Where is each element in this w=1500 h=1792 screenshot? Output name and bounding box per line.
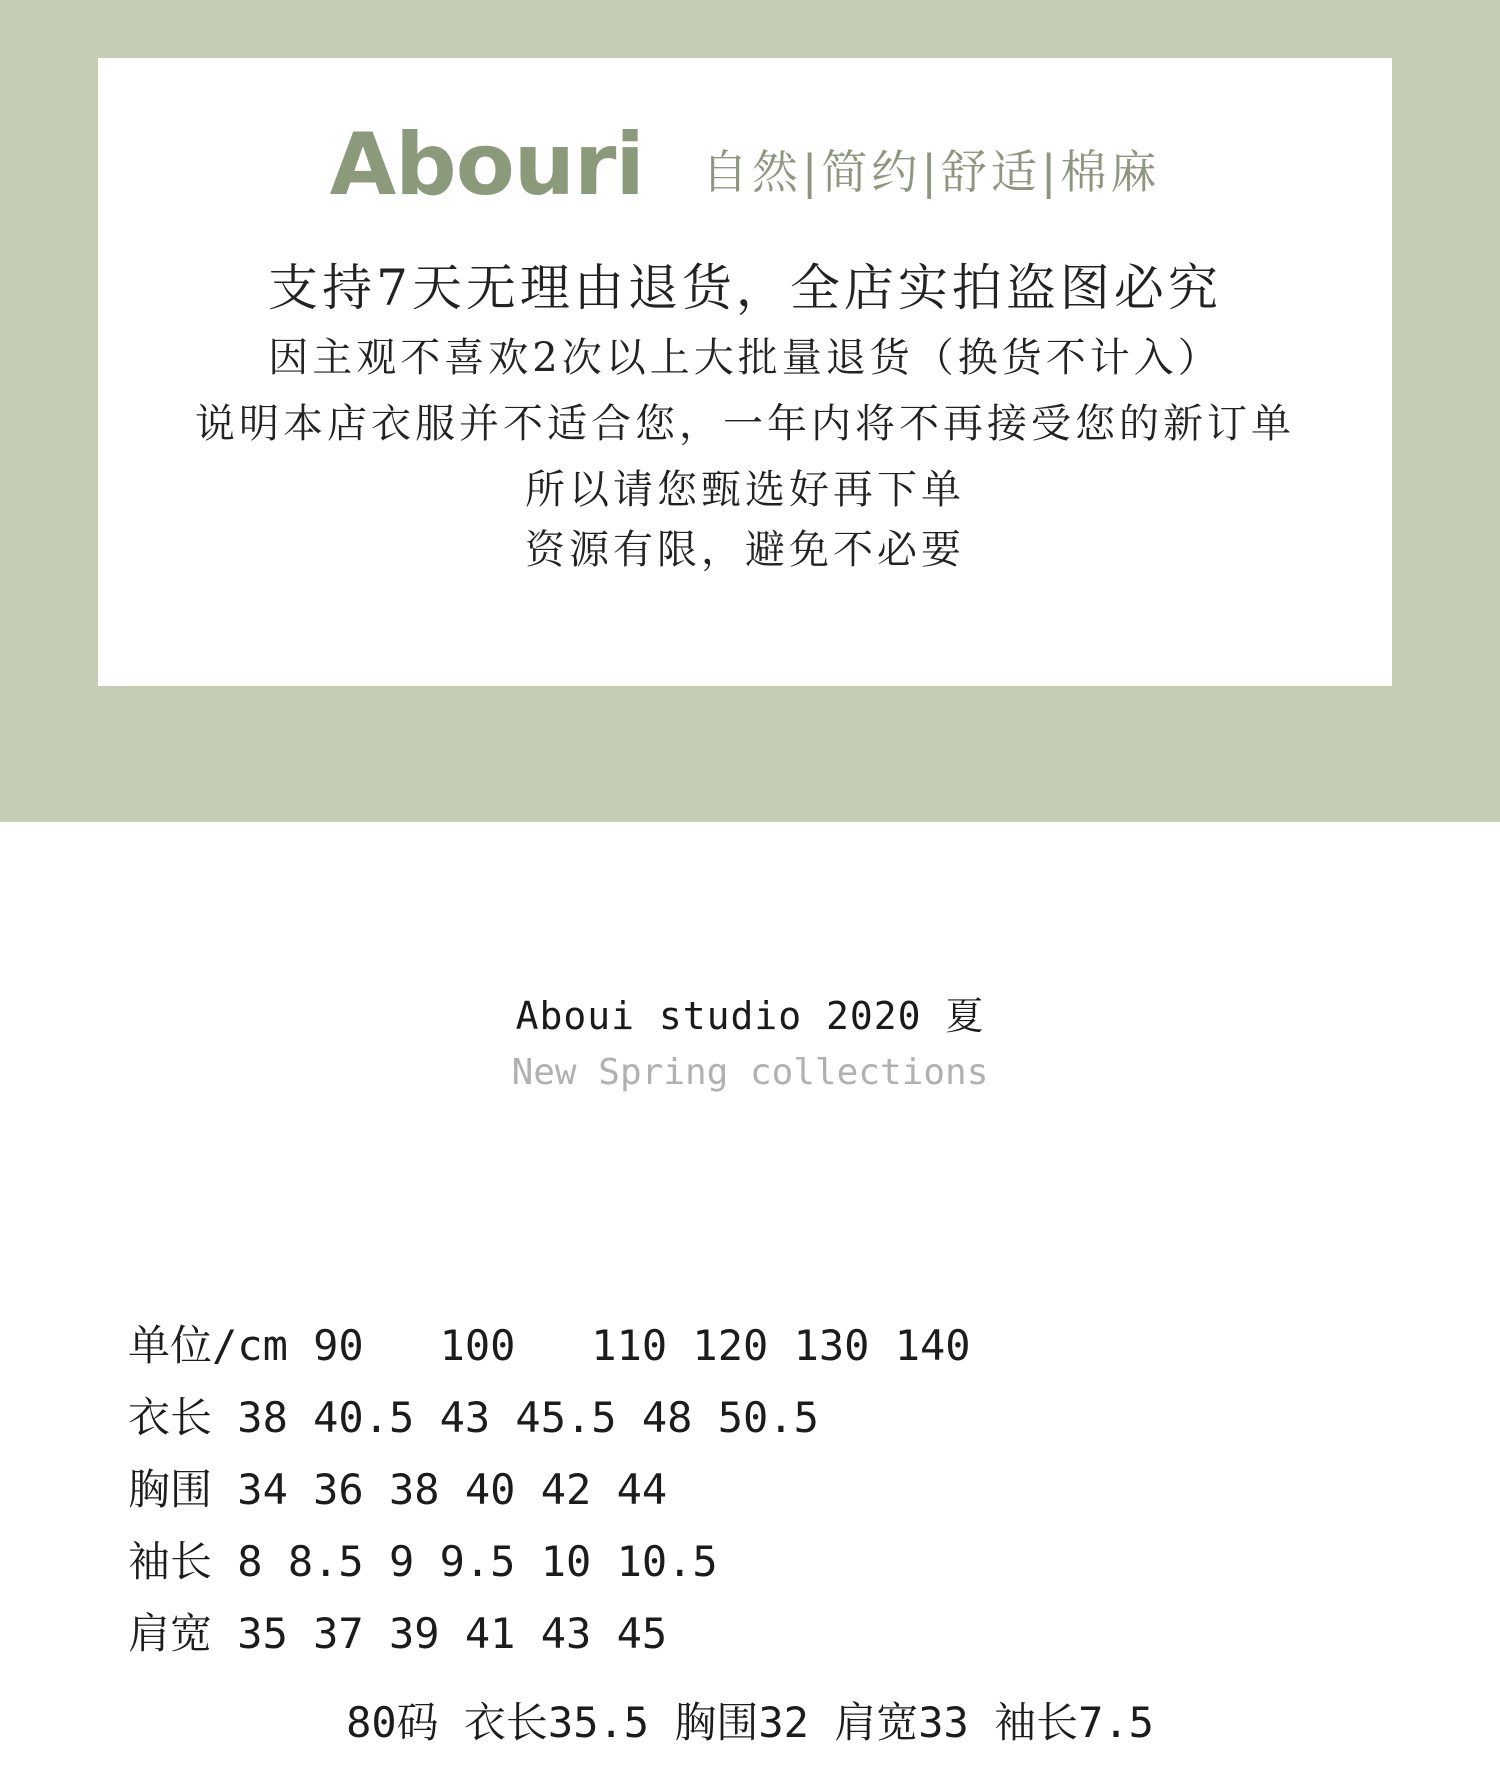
size-chart-row-chest: 胸围 34 36 38 40 42 44 [128,1465,668,1514]
size-80-note: 80码 衣长35.5 胸围32 肩宽33 袖长7.5 [346,1698,1154,1747]
brand-header [98,115,1392,215]
return-policy-line: 说明本店衣服并不适合您，一年内将不再接受您的新订单 [195,401,1295,447]
return-policy-line: 所以请您甄选好再下单 [525,467,965,513]
notice-card [98,58,1392,686]
size-chart [128,1310,1428,1670]
shop-banner [0,0,1500,822]
collection-title: Aboui studio 2020 夏 [515,994,985,1038]
return-policy-line: 资源有限，避免不必要 [525,527,965,573]
brand-tagline: 自然|简约|舒适|棉麻 [701,145,1161,199]
brand-logo: Abouri [329,115,644,215]
return-policy-headline: 支持7天无理由退货，全店实拍盗图必究 [268,259,1222,317]
size-chart-row-length: 衣长 38 40.5 43 45.5 48 50.5 [128,1393,819,1442]
collection-subtitle: New Spring collections [511,1052,989,1093]
return-policy-line: 因主观不喜欢2次以上大批量退货（换货不计入） [268,335,1222,381]
size-chart-row-shoulder: 肩宽 35 37 39 41 43 45 [128,1609,668,1658]
size-chart-row-sleeve: 袖长 8 8.5 9 9.5 10 10.5 [128,1537,718,1586]
size-chart-header: 单位/cm 90 100 110 120 130 140 [128,1321,971,1370]
